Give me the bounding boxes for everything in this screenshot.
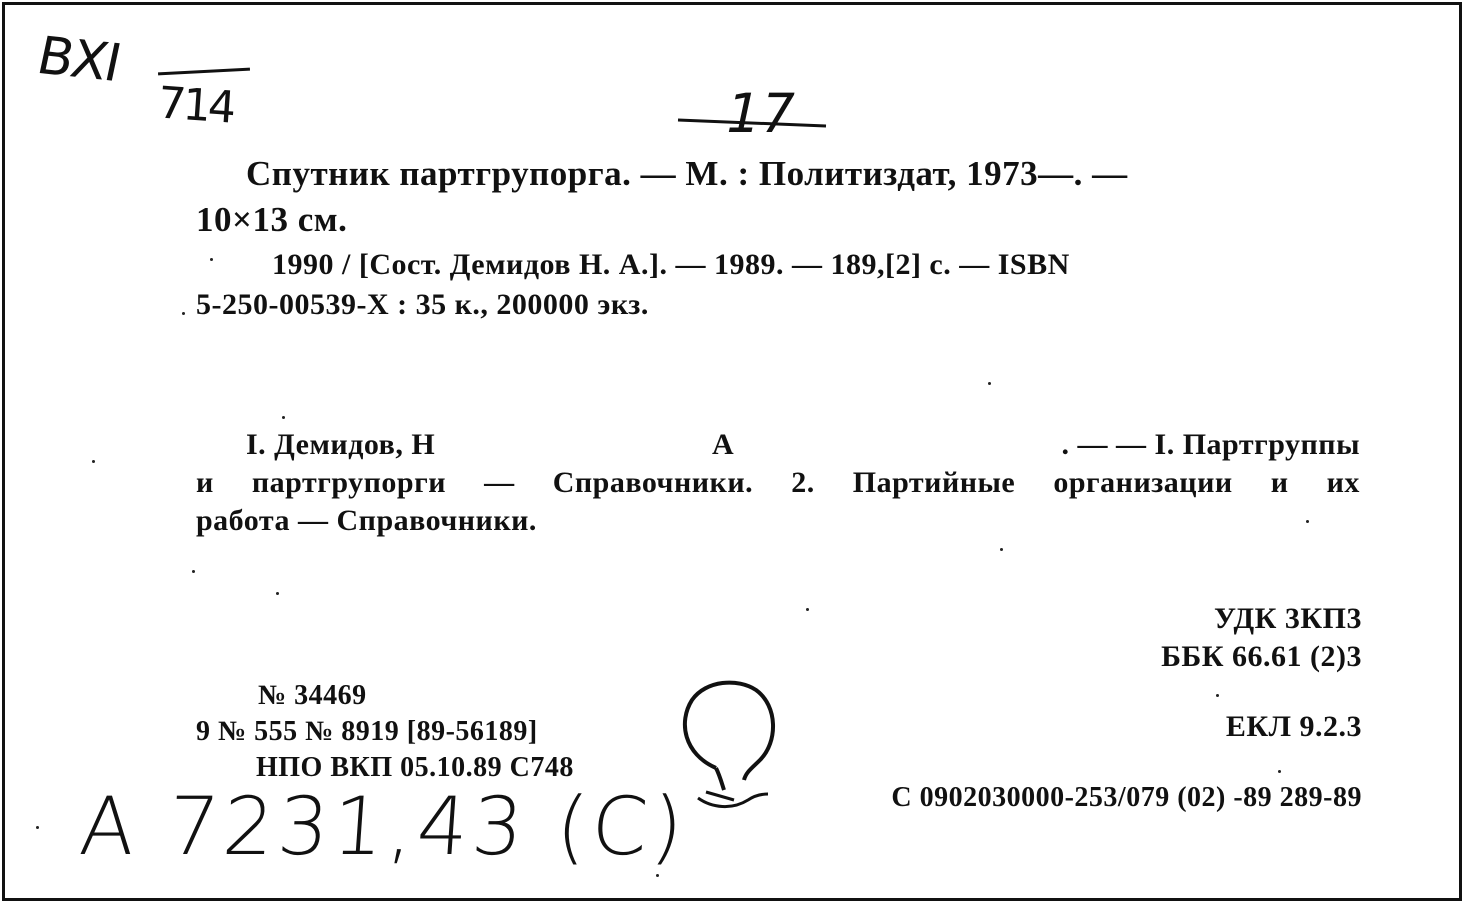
volume-line-1-text: 1990 / [Сост. Демидов Н. А.]. — 1989. — 189,[2] с. — ISBN bbox=[272, 248, 1070, 281]
tracing-word: Партийные bbox=[852, 466, 1016, 499]
speck bbox=[276, 592, 279, 595]
speck bbox=[656, 874, 659, 877]
order-line: 9 № 555 № 8919 [89-56189] bbox=[196, 716, 538, 747]
speck bbox=[806, 608, 809, 611]
speck bbox=[988, 382, 991, 385]
tracing-word: — bbox=[484, 466, 515, 499]
tracing-word: Справочники. bbox=[552, 466, 754, 499]
shelf-mark-bar bbox=[158, 68, 250, 76]
tracing-initial: А bbox=[712, 428, 735, 461]
tracing-author: I. Демидов, Н bbox=[246, 428, 436, 461]
title-line-2: 10×13 см. bbox=[196, 200, 348, 239]
shelf-mark-sub: 714 bbox=[156, 77, 235, 134]
shelf-mark-top: BXI bbox=[31, 26, 125, 94]
speck bbox=[192, 570, 195, 573]
volume-line-2: 5-250-00539-X : 35 к., 200000 экз. bbox=[196, 288, 649, 321]
tracing-line-3: работа — Справочники. bbox=[196, 504, 537, 537]
lightbulb-icon bbox=[676, 676, 786, 816]
publisher-code: С 0902030000-253/079 (02) -89 289-89 bbox=[891, 782, 1362, 813]
bbk-code: ББК 66.61 (2)3 bbox=[1161, 640, 1362, 673]
volume-line-1 bbox=[272, 248, 1360, 282]
tick-mark-label: 17 bbox=[719, 82, 802, 145]
tracing-line-1 bbox=[246, 428, 1360, 464]
speck bbox=[282, 416, 285, 419]
tracing-word: партгрупорги bbox=[251, 466, 446, 499]
inventory-number: A 7231,43 (C) bbox=[76, 780, 690, 873]
speck bbox=[1278, 770, 1281, 773]
udk-code: УДК 3КП3 bbox=[1214, 602, 1362, 635]
speck bbox=[1000, 548, 1003, 551]
printer-line: НПО ВКП 05.10.89 С748 bbox=[256, 752, 574, 783]
tracing-word: и bbox=[1270, 466, 1289, 499]
ekl-code: ЕКЛ 9.2.3 bbox=[1225, 710, 1362, 743]
speck bbox=[210, 258, 213, 261]
card-number: № 34469 bbox=[258, 680, 367, 711]
tracing-word: 2. bbox=[791, 466, 815, 499]
shelf-mark bbox=[31, 26, 258, 140]
speck bbox=[92, 460, 95, 463]
title-line-1: Спутник партгрупорга. — М. : Политиздат, 1973—. — bbox=[246, 154, 1128, 193]
speck bbox=[1216, 694, 1219, 697]
tracing-word: и bbox=[196, 466, 214, 499]
tracing-word: организации bbox=[1053, 466, 1233, 499]
tracing-line-2 bbox=[196, 466, 1360, 500]
speck bbox=[1306, 520, 1309, 523]
tracing-word: их bbox=[1326, 466, 1360, 499]
speck bbox=[36, 826, 39, 829]
speck bbox=[182, 312, 185, 315]
tracing-subject-1: . — — I. Партгруппы bbox=[1061, 428, 1360, 461]
